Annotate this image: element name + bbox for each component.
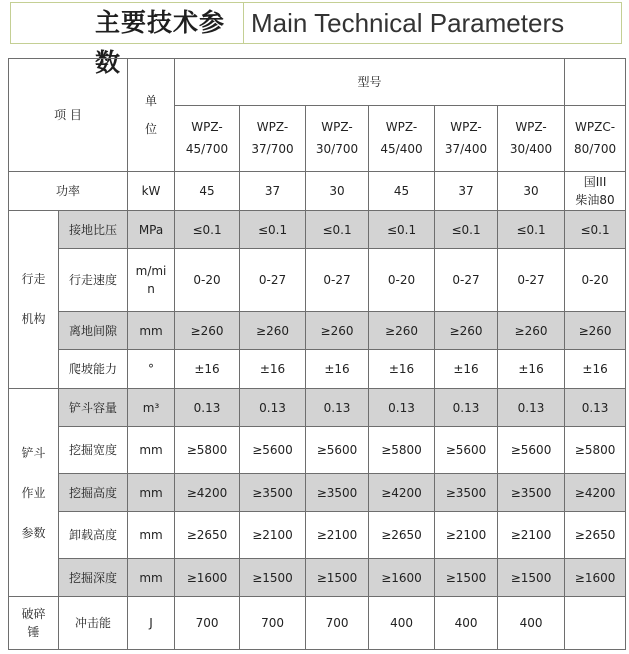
param-value: ≥1600	[565, 558, 626, 596]
param-value: 0-27	[435, 249, 498, 312]
param-value: ≥5600	[306, 427, 369, 474]
param-value: 0-27	[240, 249, 306, 312]
group-label-travel	[9, 210, 59, 388]
table-row	[9, 311, 626, 349]
model-name-line: WPZ-	[191, 120, 223, 135]
param-value: ≥260	[369, 311, 435, 349]
param-unit	[128, 350, 175, 388]
param-value: ≤0.1	[240, 210, 306, 248]
param-value: 700	[240, 597, 306, 650]
param-value: 0-27	[498, 249, 565, 312]
param-value: 0.13	[565, 388, 626, 426]
param-value: ≥1500	[498, 558, 565, 596]
table-row	[9, 597, 626, 650]
param-value: 0.13	[306, 388, 369, 426]
param-unit-line: n	[147, 282, 155, 297]
param-value: ≤0.1	[565, 210, 626, 248]
param-value: 0.13	[175, 388, 240, 426]
param-value: ≥1500	[306, 558, 369, 596]
model-name-cell	[175, 105, 240, 172]
model-name-line: WPZ-	[515, 120, 547, 135]
param-unit-line: mm	[139, 443, 163, 458]
param-unit-line: mm	[139, 570, 163, 585]
power-value: 30	[498, 172, 565, 210]
param-value: ≥2100	[498, 512, 565, 559]
param-value: 0.13	[435, 388, 498, 426]
param-value: 0-20	[369, 249, 435, 312]
param-label: 爬坡能力	[59, 350, 128, 388]
param-value: ≥2100	[240, 512, 306, 559]
power-value-line: 国III	[583, 175, 607, 190]
power-value: 37	[240, 172, 306, 210]
table-row	[9, 558, 626, 596]
unit-header	[128, 59, 175, 172]
model-name-cell	[240, 105, 306, 172]
power-row	[9, 172, 626, 210]
group-label-line: 作业	[21, 485, 46, 500]
param-value: ≥260	[175, 311, 240, 349]
param-value: 0.13	[369, 388, 435, 426]
table-row	[9, 210, 626, 248]
param-unit-line: °	[148, 362, 155, 377]
param-value: 400	[369, 597, 435, 650]
power-value-diesel	[565, 172, 626, 210]
param-unit-line: m/mi	[135, 264, 167, 279]
param-value: ±16	[240, 350, 306, 388]
param-unit	[128, 473, 175, 511]
group-label-line: 行走	[21, 272, 46, 287]
model-name-line: WPZ-	[385, 120, 418, 135]
param-value: ≥260	[435, 311, 498, 349]
param-value: ±16	[498, 350, 565, 388]
model-name-line: 80/700	[573, 142, 617, 157]
model-name-cell	[498, 105, 565, 172]
param-value: ≥2650	[175, 512, 240, 559]
param-value: ±16	[175, 350, 240, 388]
param-unit-line: MPa	[138, 222, 164, 237]
model-name-line: WPZ-	[321, 120, 353, 135]
param-label: 铲斗容量	[59, 388, 128, 426]
param-value: 0-27	[306, 249, 369, 312]
param-unit-line: m³	[142, 400, 160, 415]
param-unit	[128, 558, 175, 596]
param-value: ≥4200	[369, 473, 435, 511]
param-value: ≥2100	[306, 512, 369, 559]
param-value: ≥5800	[369, 427, 435, 474]
param-value: ≥260	[498, 311, 565, 349]
param-value: ≥4200	[175, 473, 240, 511]
group-label-line: 破碎	[21, 607, 46, 622]
param-value: ≥2650	[565, 512, 626, 559]
group-label-bucket	[9, 388, 59, 596]
param-unit	[128, 311, 175, 349]
param-value: ±16	[435, 350, 498, 388]
param-value: 700	[306, 597, 369, 650]
table-row	[9, 388, 626, 426]
unit-header-line: 位	[145, 122, 158, 137]
param-value: 0-20	[175, 249, 240, 312]
group-label-line: 机构	[21, 312, 46, 327]
param-label: 挖掘宽度	[59, 427, 128, 474]
model-name-cell	[435, 105, 498, 172]
param-value: 700	[175, 597, 240, 650]
power-value: 30	[306, 172, 369, 210]
param-label: 挖掘高度	[59, 473, 128, 511]
param-value: ≤0.1	[306, 210, 369, 248]
title-bar	[10, 2, 622, 77]
param-label: 离地间隙	[59, 311, 128, 349]
param-unit	[128, 388, 175, 426]
param-value: ≥5600	[435, 427, 498, 474]
param-value: ≥5800	[565, 427, 626, 474]
power-value: 45	[369, 172, 435, 210]
param-unit	[128, 210, 175, 248]
param-value: ≥4200	[565, 473, 626, 511]
model-name-line: WPZC-	[575, 120, 616, 135]
title-divider	[243, 3, 244, 43]
model-name-cell	[369, 105, 435, 172]
model-header: 型号	[175, 59, 565, 106]
param-value: ≥260	[565, 311, 626, 349]
table-row	[9, 350, 626, 388]
param-value: ≤0.1	[498, 210, 565, 248]
param-value: ≤0.1	[435, 210, 498, 248]
model-name-line: 30/400	[509, 142, 553, 157]
param-value: ≥3500	[240, 473, 306, 511]
param-unit	[128, 249, 175, 312]
header-row-top	[9, 59, 626, 106]
power-unit: kW	[128, 172, 175, 210]
param-value: ≥1500	[240, 558, 306, 596]
model-header-blank	[565, 59, 626, 106]
param-value: ≥5600	[498, 427, 565, 474]
power-label: 功率	[9, 172, 128, 210]
model-name-line: 37/400	[444, 142, 488, 157]
param-value: ≥1500	[435, 558, 498, 596]
param-value: ≥260	[240, 311, 306, 349]
model-name-line: WPZ-	[256, 120, 289, 135]
param-value: ±16	[565, 350, 626, 388]
param-value: ≥260	[306, 311, 369, 349]
param-value: ≥5800	[175, 427, 240, 474]
item-header: 项 目	[9, 59, 128, 172]
param-unit	[128, 512, 175, 559]
param-label: 接地比压	[59, 210, 128, 248]
param-value	[565, 597, 626, 650]
param-value: ≥5600	[240, 427, 306, 474]
power-value-line: 柴油80	[575, 193, 615, 208]
param-value: 0-20	[565, 249, 626, 312]
table-row	[9, 427, 626, 474]
param-unit-line: mm	[139, 528, 163, 543]
param-label: 挖掘深度	[59, 558, 128, 596]
group-label-line: 铲斗	[21, 445, 46, 460]
power-value: 37	[435, 172, 498, 210]
param-value: ≥3500	[435, 473, 498, 511]
group-label-line: 锤	[27, 625, 40, 640]
param-value: ≥3500	[498, 473, 565, 511]
param-unit-line: mm	[139, 323, 163, 338]
model-name-line: 45/700	[185, 142, 229, 157]
model-name-line: WPZ-	[450, 120, 482, 135]
param-value: 400	[498, 597, 565, 650]
param-value: ≥1600	[175, 558, 240, 596]
param-value: ±16	[369, 350, 435, 388]
model-name-line: 37/700	[251, 142, 294, 157]
param-value: ≤0.1	[175, 210, 240, 248]
param-value: ≤0.1	[369, 210, 435, 248]
table-row	[9, 249, 626, 312]
title-chinese: 主要技术参数	[95, 8, 226, 77]
param-value: 0.13	[498, 388, 565, 426]
table-row	[9, 473, 626, 511]
param-value: ≥1600	[369, 558, 435, 596]
parameters-table	[8, 58, 626, 650]
param-unit-line: mm	[139, 485, 163, 500]
group-label-line: 参数	[21, 525, 46, 540]
param-label: 卸载高度	[59, 512, 128, 559]
model-name-line: 30/700	[315, 142, 359, 157]
param-value: ≥2100	[435, 512, 498, 559]
group-label-hammer	[9, 597, 59, 650]
param-value: ≥3500	[306, 473, 369, 511]
power-value: 45	[175, 172, 240, 210]
param-unit	[128, 597, 175, 650]
param-value: 0.13	[240, 388, 306, 426]
param-unit	[128, 427, 175, 474]
title-english: Main Technical Parameters	[251, 8, 565, 38]
model-name-cell	[306, 105, 369, 172]
param-value: ≥2650	[369, 512, 435, 559]
param-value: 400	[435, 597, 498, 650]
unit-header-line: 单	[145, 94, 158, 109]
model-name-cell	[565, 105, 626, 172]
param-label: 行走速度	[59, 249, 128, 312]
param-unit-line: J	[149, 616, 153, 631]
model-name-line: 45/400	[380, 142, 423, 157]
param-label: 冲击能	[59, 597, 128, 650]
table-row	[9, 512, 626, 559]
param-value: ±16	[306, 350, 369, 388]
